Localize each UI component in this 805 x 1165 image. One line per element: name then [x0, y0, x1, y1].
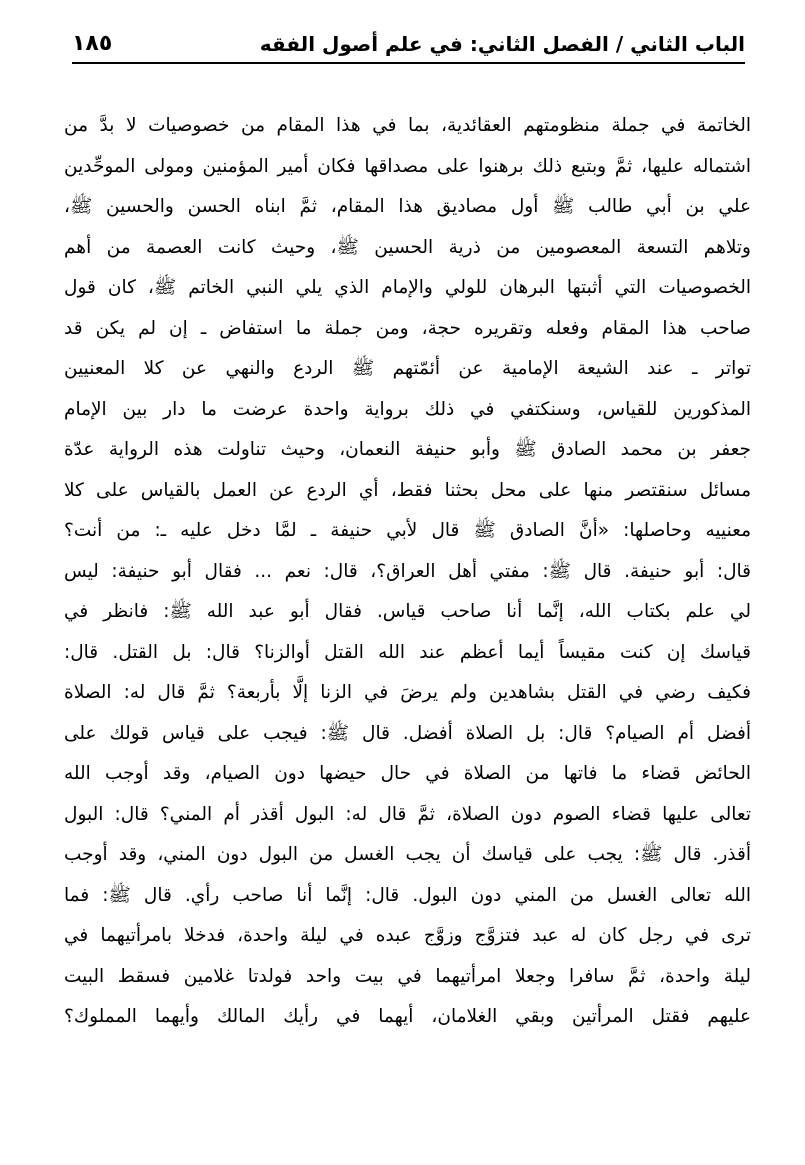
text-line: لي علم بكتاب الله، إنَّما أنا صاحب قياس. فقال أبو عبد الله ﷺ: فانظر في: [64, 601, 751, 622]
text-line: المذكورين للقياس، وسنكتفي في ذلك برواية واحدة عرضت ما دار بين الإمام: [64, 398, 751, 420]
text-line: ليلة واحدة، ثمَّ سافرا وجعلا امرأتيهما في بيت واحد فولدتا غلامين فسقط البيت: [64, 965, 751, 987]
text-line: وتلاهم التسعة المعصومين من ذرية الحسين ﷺ، وحيث كانت العصمة من أهم: [64, 236, 751, 258]
page-header: [72, 22, 745, 64]
text-line: الله تعالى الغسل من المني دون البول. قال: إنَّما أنا صاحب رأي. قال ﷺ: فما: [64, 884, 751, 906]
text-line: صاحب هذا المقام وفعله وتقريره حجة، ومن جملة ما استفاض ـ إن لم يكن قد: [64, 317, 751, 339]
page-number: ١٨٥: [72, 31, 113, 56]
text-line: معنييه وحاصلها: «أنَّ الصادق ﷺ قال لأبي حنيفة ـ لمَّا دخل عليه ـ: من أنت؟: [64, 520, 751, 541]
text-line: ترى في رجل كان له عبد فتزوَّج وزوَّج عبده في ليلة واحدة، فدخلا بامرأتيهما في: [64, 925, 751, 946]
text-line: تعالى عليها قضاء الصوم دون الصلاة، ثمَّ قال له: البول أقذر أم المني؟ قال: البول: [64, 803, 751, 825]
text-line: أفضل أم الصيام؟ قال: بل الصلاة أفضل. قال ﷺ: فيجب على قياس قولك على: [64, 722, 751, 744]
text-line: اشتماله عليها، ثمَّ وبتبع ذلك برهنوا على مصداقها فكان أمير المؤمنين ومولى الموحِّدين: [64, 155, 751, 177]
text-line: تواتر ـ عند الشيعة الإمامية عن أئمّتهم ﷺ الردع والنهي عن كلا المعنيين: [64, 358, 751, 379]
text-line: الخصوصيات التي أثبتها البرهان للولي والإمام الذي يلي النبي الخاتم ﷺ، كان قول: [64, 277, 751, 298]
body-text: [64, 106, 751, 1038]
text-line: عليهم فقتل المرأتين وبقي الغلامان، أيهما في رأيك المالك وأيهما المملوك؟: [64, 1006, 751, 1027]
text-line: قال: أبو حنيفة. قال ﷺ: مفتي أهل العراق؟، قال: نعم ... فقال أبو حنيفة: ليس: [64, 560, 751, 582]
text-line: الخاتمة في جملة منظومتهم العقائدية، بما في هذا المقام من خصوصيات لا بدَّ من: [64, 115, 751, 136]
text-line: قياسك إن كنت مقيساً أيما أعظم عند الله القتل أوالزنا؟ قال: بل القتل. قال:: [64, 641, 751, 663]
text-line: أقذر. قال ﷺ: يجب على قياسك أن يجب الغسل من البول دون المني، وقد أوجب: [64, 844, 751, 865]
text-line: جعفر بن محمد الصادق ﷺ وأبو حنيفة النعمان، وحيث تناولت هذه الرواية عدّة: [64, 439, 751, 460]
text-line: مسائل سنقتصر منها على محل بحثنا فقط، أي الردع عن العمل بالقياس على كلا: [64, 479, 751, 501]
running-head: الباب الثاني / الفصل الثاني: في علم أصول الفقه: [259, 32, 745, 56]
text-line: فكيف رضي في القتل بشاهدين ولم يرضَ في الزنا إلَّا بأربعة؟ ثمَّ قال له: الصلاة: [64, 682, 751, 703]
text-line: الحائض قضاء ما فاتها من الصلاة في حال حيضها دون الصيام، وقد أوجب الله: [64, 763, 751, 784]
text-line: علي بن أبي طالب ﷺ أول مصاديق هذا المقام، ثمَّ ابناه الحسن والحسين ﷺ،: [64, 196, 751, 217]
